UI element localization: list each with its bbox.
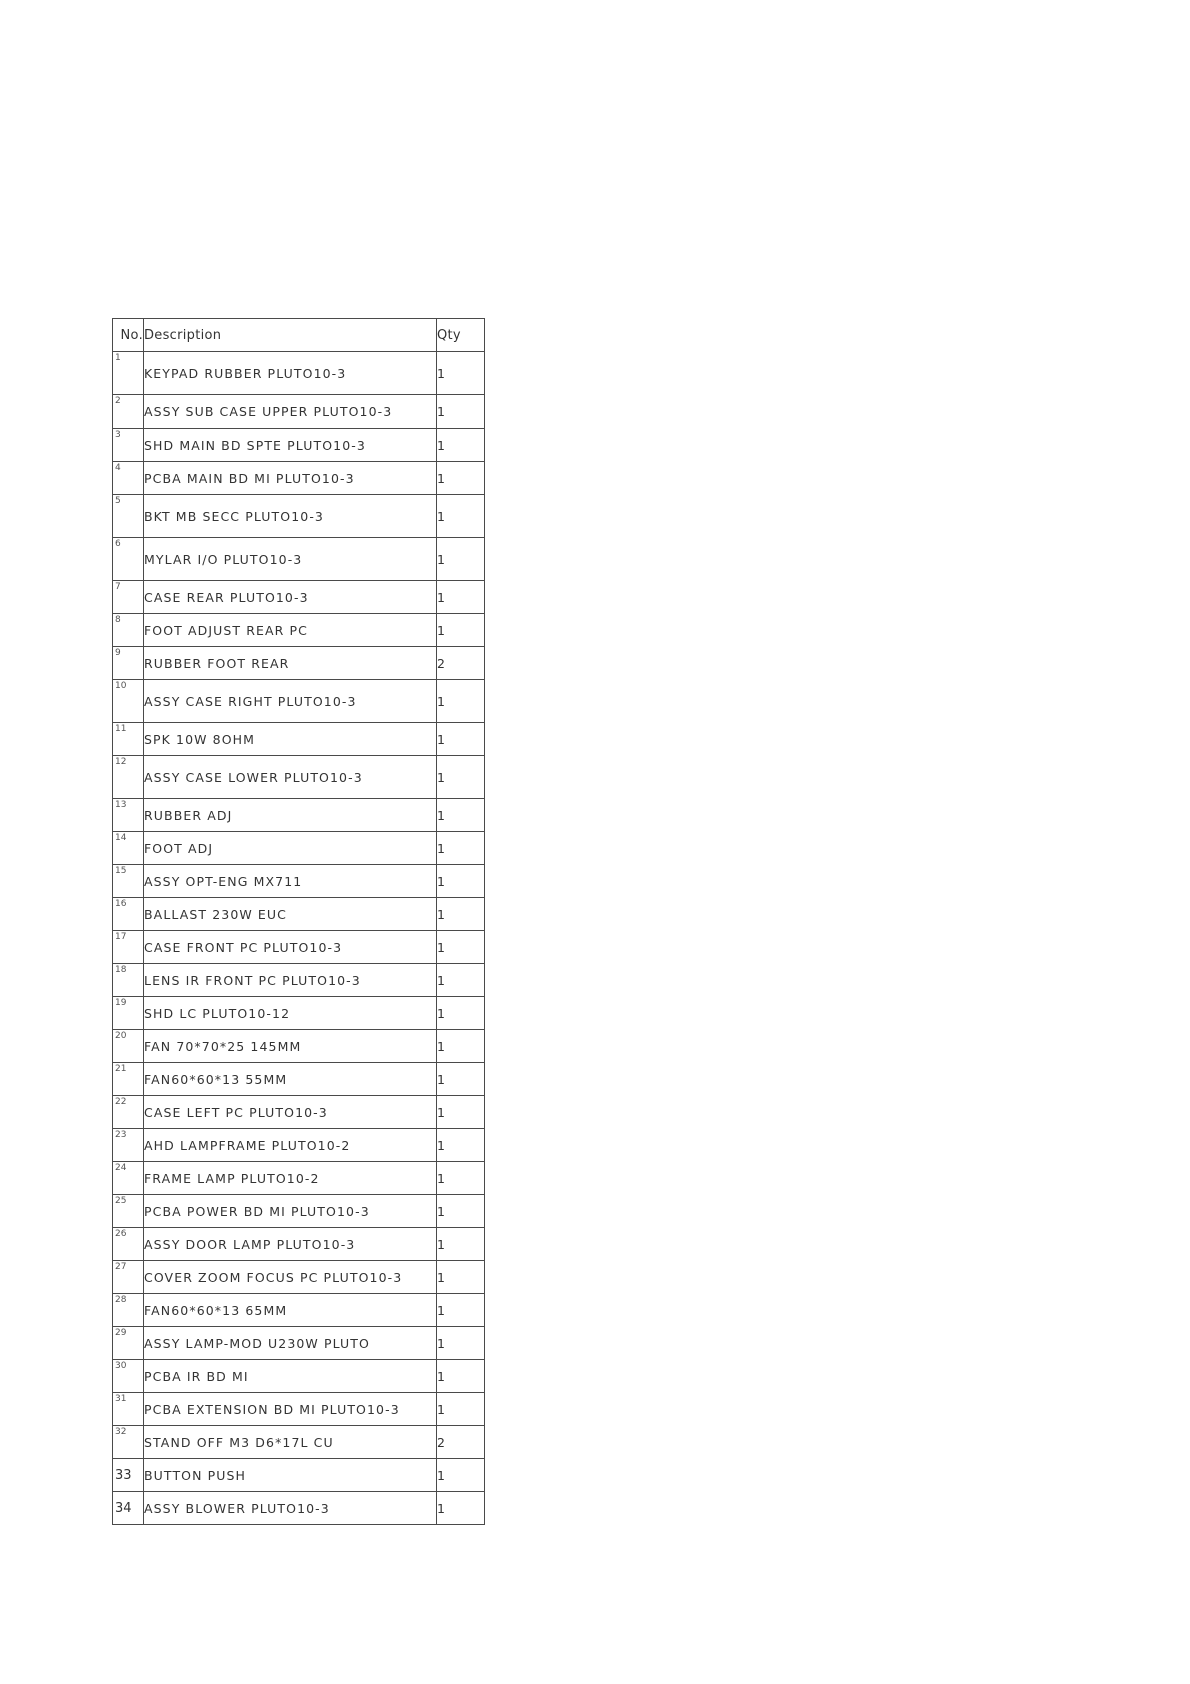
item-description: ASSY DOOR LAMP PLUTO10-3	[144, 1228, 437, 1261]
item-number: 30	[115, 1361, 127, 1371]
table-row	[113, 395, 485, 429]
table-row	[113, 614, 485, 647]
item-number-cell	[113, 462, 144, 495]
item-number: 21	[115, 1064, 127, 1074]
item-number-cell	[113, 1360, 144, 1393]
bom-table	[112, 318, 485, 1525]
table-row	[113, 931, 485, 964]
item-qty: 1	[437, 1459, 485, 1492]
item-number: 9	[115, 648, 121, 658]
item-qty: 1	[437, 1195, 485, 1228]
item-qty: 1	[437, 581, 485, 614]
item-number-cell	[113, 1228, 144, 1261]
item-qty: 1	[437, 931, 485, 964]
item-qty: 2	[437, 647, 485, 680]
item-qty: 1	[437, 1492, 485, 1525]
item-description: COVER ZOOM FOCUS PC PLUTO10-3	[144, 1261, 437, 1294]
item-number-cell	[113, 756, 144, 799]
item-qty: 1	[437, 1129, 485, 1162]
table-row	[113, 1129, 485, 1162]
table-row	[113, 1228, 485, 1261]
item-number-cell	[113, 1129, 144, 1162]
item-qty: 1	[437, 1393, 485, 1426]
item-number: 20	[115, 1031, 127, 1041]
item-qty: 1	[437, 1327, 485, 1360]
item-qty: 1	[437, 799, 485, 832]
item-qty: 1	[437, 898, 485, 931]
item-number: 4	[115, 463, 121, 473]
table-row	[113, 1426, 485, 1459]
item-number-cell	[113, 799, 144, 832]
item-number-cell	[113, 1162, 144, 1195]
item-qty: 1	[437, 1261, 485, 1294]
item-number: 13	[115, 800, 127, 810]
item-description: AHD LAMPFRAME PLUTO10-2	[144, 1129, 437, 1162]
item-number: 10	[115, 681, 127, 691]
item-qty: 1	[437, 495, 485, 538]
item-number-cell	[113, 1063, 144, 1096]
item-number-cell	[113, 647, 144, 680]
item-number: 5	[115, 496, 121, 506]
item-description: PCBA IR BD MI	[144, 1360, 437, 1393]
item-number-cell	[113, 680, 144, 723]
item-qty: 1	[437, 1063, 485, 1096]
item-description: KEYPAD RUBBER PLUTO10-3	[144, 352, 437, 395]
item-number-cell	[113, 538, 144, 581]
item-description: RUBBER ADJ	[144, 799, 437, 832]
table-row	[113, 581, 485, 614]
item-description: CASE LEFT PC PLUTO10-3	[144, 1096, 437, 1129]
item-number: 17	[115, 932, 127, 942]
item-description: SHD MAIN BD SPTE PLUTO10-3	[144, 429, 437, 462]
item-qty: 1	[437, 680, 485, 723]
item-number: 26	[115, 1229, 127, 1239]
table-row	[113, 997, 485, 1030]
table-row	[113, 462, 485, 495]
item-number-cell	[113, 614, 144, 647]
item-description: RUBBER FOOT REAR	[144, 647, 437, 680]
item-qty: 1	[437, 429, 485, 462]
item-description: FRAME LAMP PLUTO10-2	[144, 1162, 437, 1195]
item-number-cell	[113, 931, 144, 964]
item-qty: 1	[437, 1228, 485, 1261]
item-number-cell	[113, 352, 144, 395]
item-description: ASSY CASE LOWER PLUTO10-3	[144, 756, 437, 799]
item-description: PCBA POWER BD MI PLUTO10-3	[144, 1195, 437, 1228]
item-description: ASSY BLOWER PLUTO10-3	[144, 1492, 437, 1525]
table-row	[113, 1459, 485, 1492]
table-row	[113, 832, 485, 865]
item-number: 25	[115, 1196, 127, 1206]
item-description: FAN 70*70*25 145MM	[144, 1030, 437, 1063]
item-number: 11	[115, 724, 127, 734]
item-qty: 1	[437, 964, 485, 997]
table-row	[113, 1030, 485, 1063]
item-qty: 1	[437, 1360, 485, 1393]
table-row	[113, 1492, 485, 1525]
item-description: SPK 10W 8OHM	[144, 723, 437, 756]
table-row	[113, 495, 485, 538]
item-description: FOOT ADJUST REAR PC	[144, 614, 437, 647]
item-number: 28	[115, 1295, 127, 1305]
item-number: 6	[115, 539, 121, 549]
item-qty: 1	[437, 865, 485, 898]
header-description: Description	[144, 319, 437, 352]
item-description: MYLAR I/O PLUTO10-3	[144, 538, 437, 581]
item-number-cell	[113, 964, 144, 997]
item-number-cell	[113, 1294, 144, 1327]
item-number-cell	[113, 898, 144, 931]
item-number-cell	[113, 997, 144, 1030]
item-description: ASSY SUB CASE UPPER PLUTO10-3	[144, 395, 437, 429]
item-description: PCBA MAIN BD MI PLUTO10-3	[144, 462, 437, 495]
item-number-cell	[113, 581, 144, 614]
table-row	[113, 756, 485, 799]
item-description: PCBA EXTENSION BD MI PLUTO10-3	[144, 1393, 437, 1426]
item-qty: 1	[437, 1162, 485, 1195]
item-qty: 1	[437, 723, 485, 756]
table-row	[113, 723, 485, 756]
item-number-cell	[113, 495, 144, 538]
item-number: 19	[115, 998, 127, 1008]
item-number-cell	[113, 1195, 144, 1228]
table-row	[113, 964, 485, 997]
item-qty: 2	[437, 1426, 485, 1459]
item-number: 7	[115, 582, 121, 592]
item-number: 27	[115, 1262, 127, 1272]
item-number: 22	[115, 1097, 127, 1107]
table-header-row	[113, 319, 485, 352]
table-row	[113, 865, 485, 898]
table-row	[113, 680, 485, 723]
item-number: 15	[115, 866, 127, 876]
item-qty: 1	[437, 462, 485, 495]
item-number-cell	[113, 1426, 144, 1459]
item-number-cell	[113, 723, 144, 756]
item-number-cell	[113, 395, 144, 429]
header-qty: Qty	[437, 319, 485, 352]
table-row	[113, 1096, 485, 1129]
item-description: ASSY OPT-ENG MX711	[144, 865, 437, 898]
item-qty: 1	[437, 614, 485, 647]
item-number-cell	[113, 1492, 144, 1525]
item-description: CASE FRONT PC PLUTO10-3	[144, 931, 437, 964]
table-row	[113, 352, 485, 395]
item-description: ASSY LAMP-MOD U230W PLUTO	[144, 1327, 437, 1360]
item-description: LENS IR FRONT PC PLUTO10-3	[144, 964, 437, 997]
item-number-cell	[113, 429, 144, 462]
item-qty: 1	[437, 997, 485, 1030]
item-number-cell	[113, 865, 144, 898]
item-number: 23	[115, 1130, 127, 1140]
item-number: 18	[115, 965, 127, 975]
item-qty: 1	[437, 352, 485, 395]
item-description: BKT MB SECC PLUTO10-3	[144, 495, 437, 538]
item-number: 14	[115, 833, 127, 843]
item-description: ASSY CASE RIGHT PLUTO10-3	[144, 680, 437, 723]
item-qty: 1	[437, 538, 485, 581]
item-number: 3	[115, 430, 121, 440]
item-number: 24	[115, 1163, 127, 1173]
item-number-cell	[113, 1096, 144, 1129]
table-row	[113, 898, 485, 931]
item-description: BUTTON PUSH	[144, 1459, 437, 1492]
item-number-cell	[113, 1393, 144, 1426]
item-description: CASE REAR PLUTO10-3	[144, 581, 437, 614]
table-row	[113, 1393, 485, 1426]
item-number: 31	[115, 1394, 127, 1404]
header-no: No.	[113, 319, 144, 352]
item-number: 12	[115, 757, 127, 767]
item-number: 16	[115, 899, 127, 909]
item-number: 8	[115, 615, 121, 625]
table-row	[113, 429, 485, 462]
item-description: SHD LC PLUTO10-12	[144, 997, 437, 1030]
table-row	[113, 1294, 485, 1327]
item-number-cell	[113, 832, 144, 865]
item-number: 1	[115, 353, 121, 363]
item-description: FAN60*60*13 65MM	[144, 1294, 437, 1327]
table-row	[113, 1195, 485, 1228]
table-row	[113, 799, 485, 832]
item-number-cell	[113, 1459, 144, 1492]
item-number: 33	[115, 1467, 132, 1483]
table-row	[113, 1327, 485, 1360]
item-qty: 1	[437, 1030, 485, 1063]
item-description: FOOT ADJ	[144, 832, 437, 865]
item-qty: 1	[437, 395, 485, 429]
item-description: BALLAST 230W EUC	[144, 898, 437, 931]
table-row	[113, 1162, 485, 1195]
item-description: FAN60*60*13 55MM	[144, 1063, 437, 1096]
item-qty: 1	[437, 756, 485, 799]
table-row	[113, 1261, 485, 1294]
item-number: 2	[115, 396, 121, 406]
item-number-cell	[113, 1261, 144, 1294]
item-number: 34	[115, 1500, 132, 1516]
item-qty: 1	[437, 1294, 485, 1327]
bom-body	[113, 352, 485, 1525]
item-number: 29	[115, 1328, 127, 1338]
table-row	[113, 647, 485, 680]
item-number-cell	[113, 1030, 144, 1063]
table-row	[113, 1063, 485, 1096]
table-row	[113, 538, 485, 581]
item-qty: 1	[437, 1096, 485, 1129]
item-number: 32	[115, 1427, 127, 1437]
item-number-cell	[113, 1327, 144, 1360]
table-row	[113, 1360, 485, 1393]
item-qty: 1	[437, 832, 485, 865]
item-description: STAND OFF M3 D6*17L CU	[144, 1426, 437, 1459]
